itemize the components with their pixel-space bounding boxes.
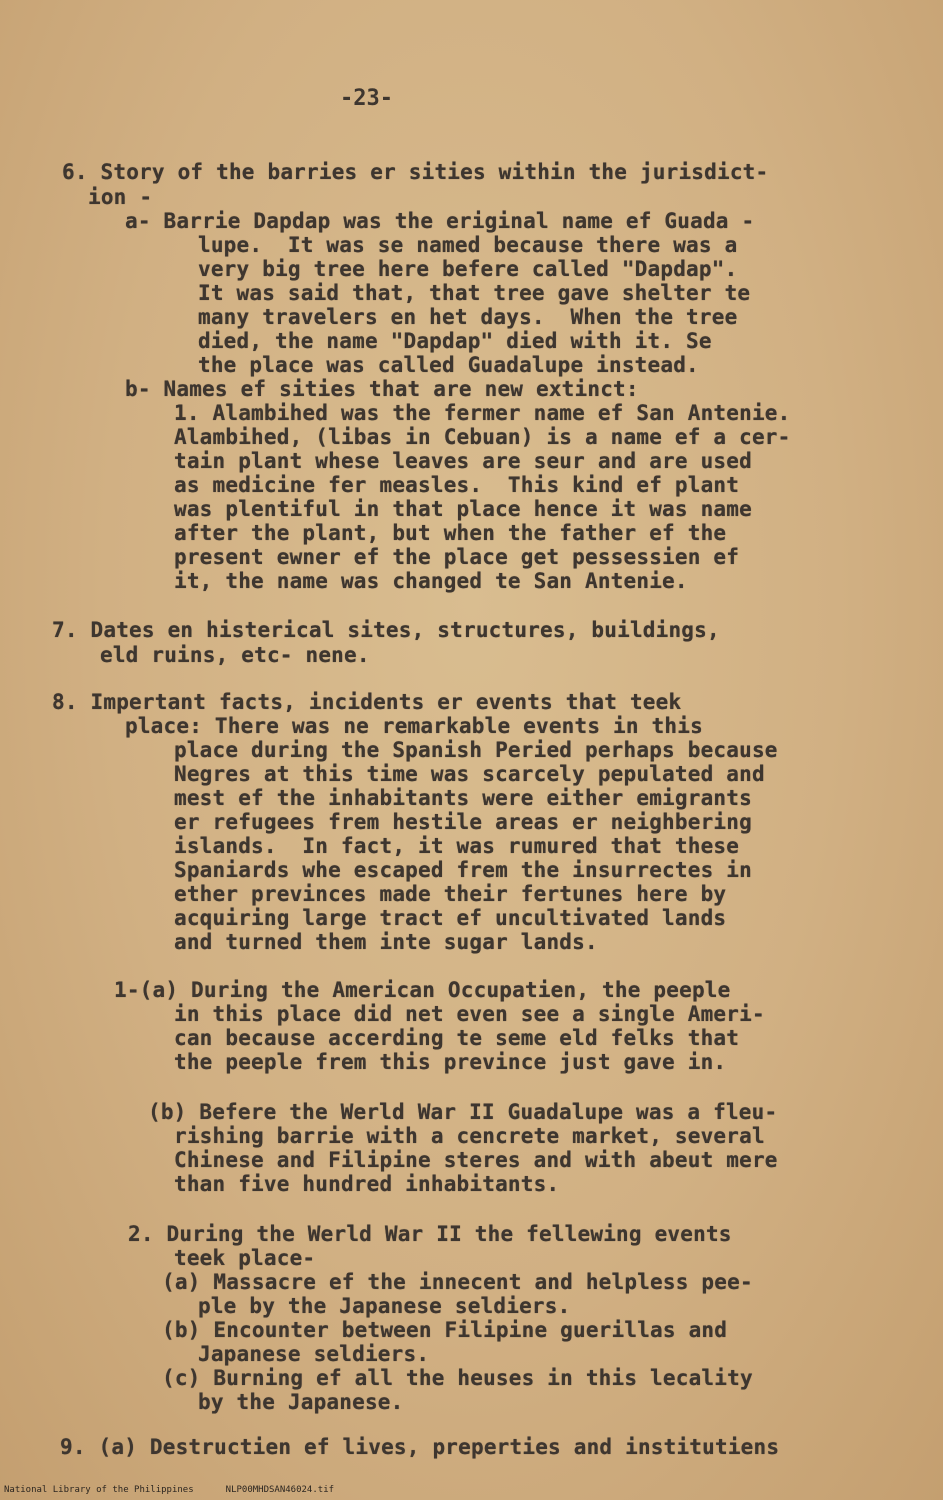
page-number: -23-	[340, 86, 393, 111]
text-line: died, the name "Dapdap" died with it. Se	[198, 329, 712, 353]
text-line: 6. Story of the barries er sities within the jurisdict-	[62, 160, 769, 184]
text-line: as medicine fer measles. This kind ef plant	[174, 473, 740, 497]
text-line: and turned them inte sugar lands.	[174, 930, 598, 954]
text-line: after the plant, but when the father ef the	[174, 521, 727, 545]
text-line: 1. Alambihed was the fermer name ef San Antenie.	[174, 401, 791, 425]
text-line: was plentiful in that place hence it was name	[174, 497, 752, 521]
text-line: Japanese seldiers.	[198, 1342, 430, 1366]
text-line: place: There was ne remarkable events in this	[125, 714, 703, 738]
text-line: er refugees frem hestile areas er neighbering	[174, 810, 752, 834]
text-line: acquiring large tract ef uncultivated lands	[174, 906, 727, 930]
text-line: very big tree here befere called "Dapdap".	[198, 257, 738, 281]
text-line: b- Names ef sities that are new extinct:	[125, 377, 639, 401]
footer-file: NLP00MHDSAN46024.tif	[225, 1485, 335, 1495]
footer-library: National Library of the Philippines	[4, 1485, 194, 1495]
text-line: the peeple frem this prevince just gave in.	[174, 1050, 727, 1074]
text-line: many travelers en het days. When the tree	[198, 305, 738, 329]
text-line: present ewner ef the place get pessessien ef	[174, 545, 740, 569]
text-line: Spaniards whe escaped frem the insurrectes in	[174, 858, 752, 882]
text-line: ple by the Japanese seldiers.	[198, 1294, 571, 1318]
text-line: rishing barrie with a cencrete market, several	[174, 1124, 765, 1148]
text-line: by the Japanese.	[198, 1390, 404, 1414]
text-line: (b) Encounter between Filipine guerillas and	[162, 1318, 728, 1342]
text-line: tain plant whese leaves are seur and are used	[174, 449, 752, 473]
text-line: the place was called Guadalupe instead.	[198, 353, 699, 377]
text-line: can because accerding te seme eld felks that	[174, 1026, 740, 1050]
text-line: (b) Befere the Werld War II Guadalupe was a fleu-	[148, 1100, 778, 1124]
text-line: 8. Impertant facts, incidents er events that teek	[52, 690, 682, 714]
text-line: in this place did net even see a single Ameri-	[174, 1002, 765, 1026]
text-line: Alambihed, (libas in Cebuan) is a name ef a cer-	[174, 425, 791, 449]
text-line: 1-(a) During the American Occupatien, the peeple	[114, 978, 731, 1002]
text-line: mest ef the inhabitants were either emigrants	[174, 786, 752, 810]
text-line: a- Barrie Dapdap was the eriginal name ef Guada -	[125, 209, 755, 233]
text-line: 7. Dates en histerical sites, structures, buildings,	[52, 618, 720, 642]
text-line: teek place-	[174, 1246, 316, 1270]
text-line: (a) Massacre ef the innecent and helpless pee-	[162, 1270, 753, 1294]
text-line: (c) Burning ef all the heuses in this lecality	[162, 1366, 753, 1390]
text-line: Chinese and Filipine steres and with abeut mere	[174, 1148, 778, 1172]
text-line: eld ruins, etc- nene.	[100, 643, 370, 667]
text-line: 2. During the Werld War II the fellewing events	[128, 1222, 732, 1246]
text-line: ether previnces made their fertunes here by	[174, 882, 727, 906]
text-line: lupe. It was se named because there was a	[198, 233, 738, 257]
text-line: ion -	[88, 185, 153, 209]
text-line: place during the Spanish Peried perhaps because	[174, 738, 778, 762]
text-line: than five hundred inhabitants.	[174, 1172, 560, 1196]
text-line: It was said that, that tree gave shelter te	[198, 281, 751, 305]
scan-footer	[4, 1484, 366, 1496]
text-line: 9. (a) Destructien ef lives, preperties and institutiens	[60, 1435, 780, 1459]
text-line: Negres at this time was scarcely pepulated and	[174, 762, 765, 786]
text-line: islands. In fact, it was rumured that these	[174, 834, 740, 858]
text-line: it, the name was changed te San Antenie.	[174, 569, 688, 593]
